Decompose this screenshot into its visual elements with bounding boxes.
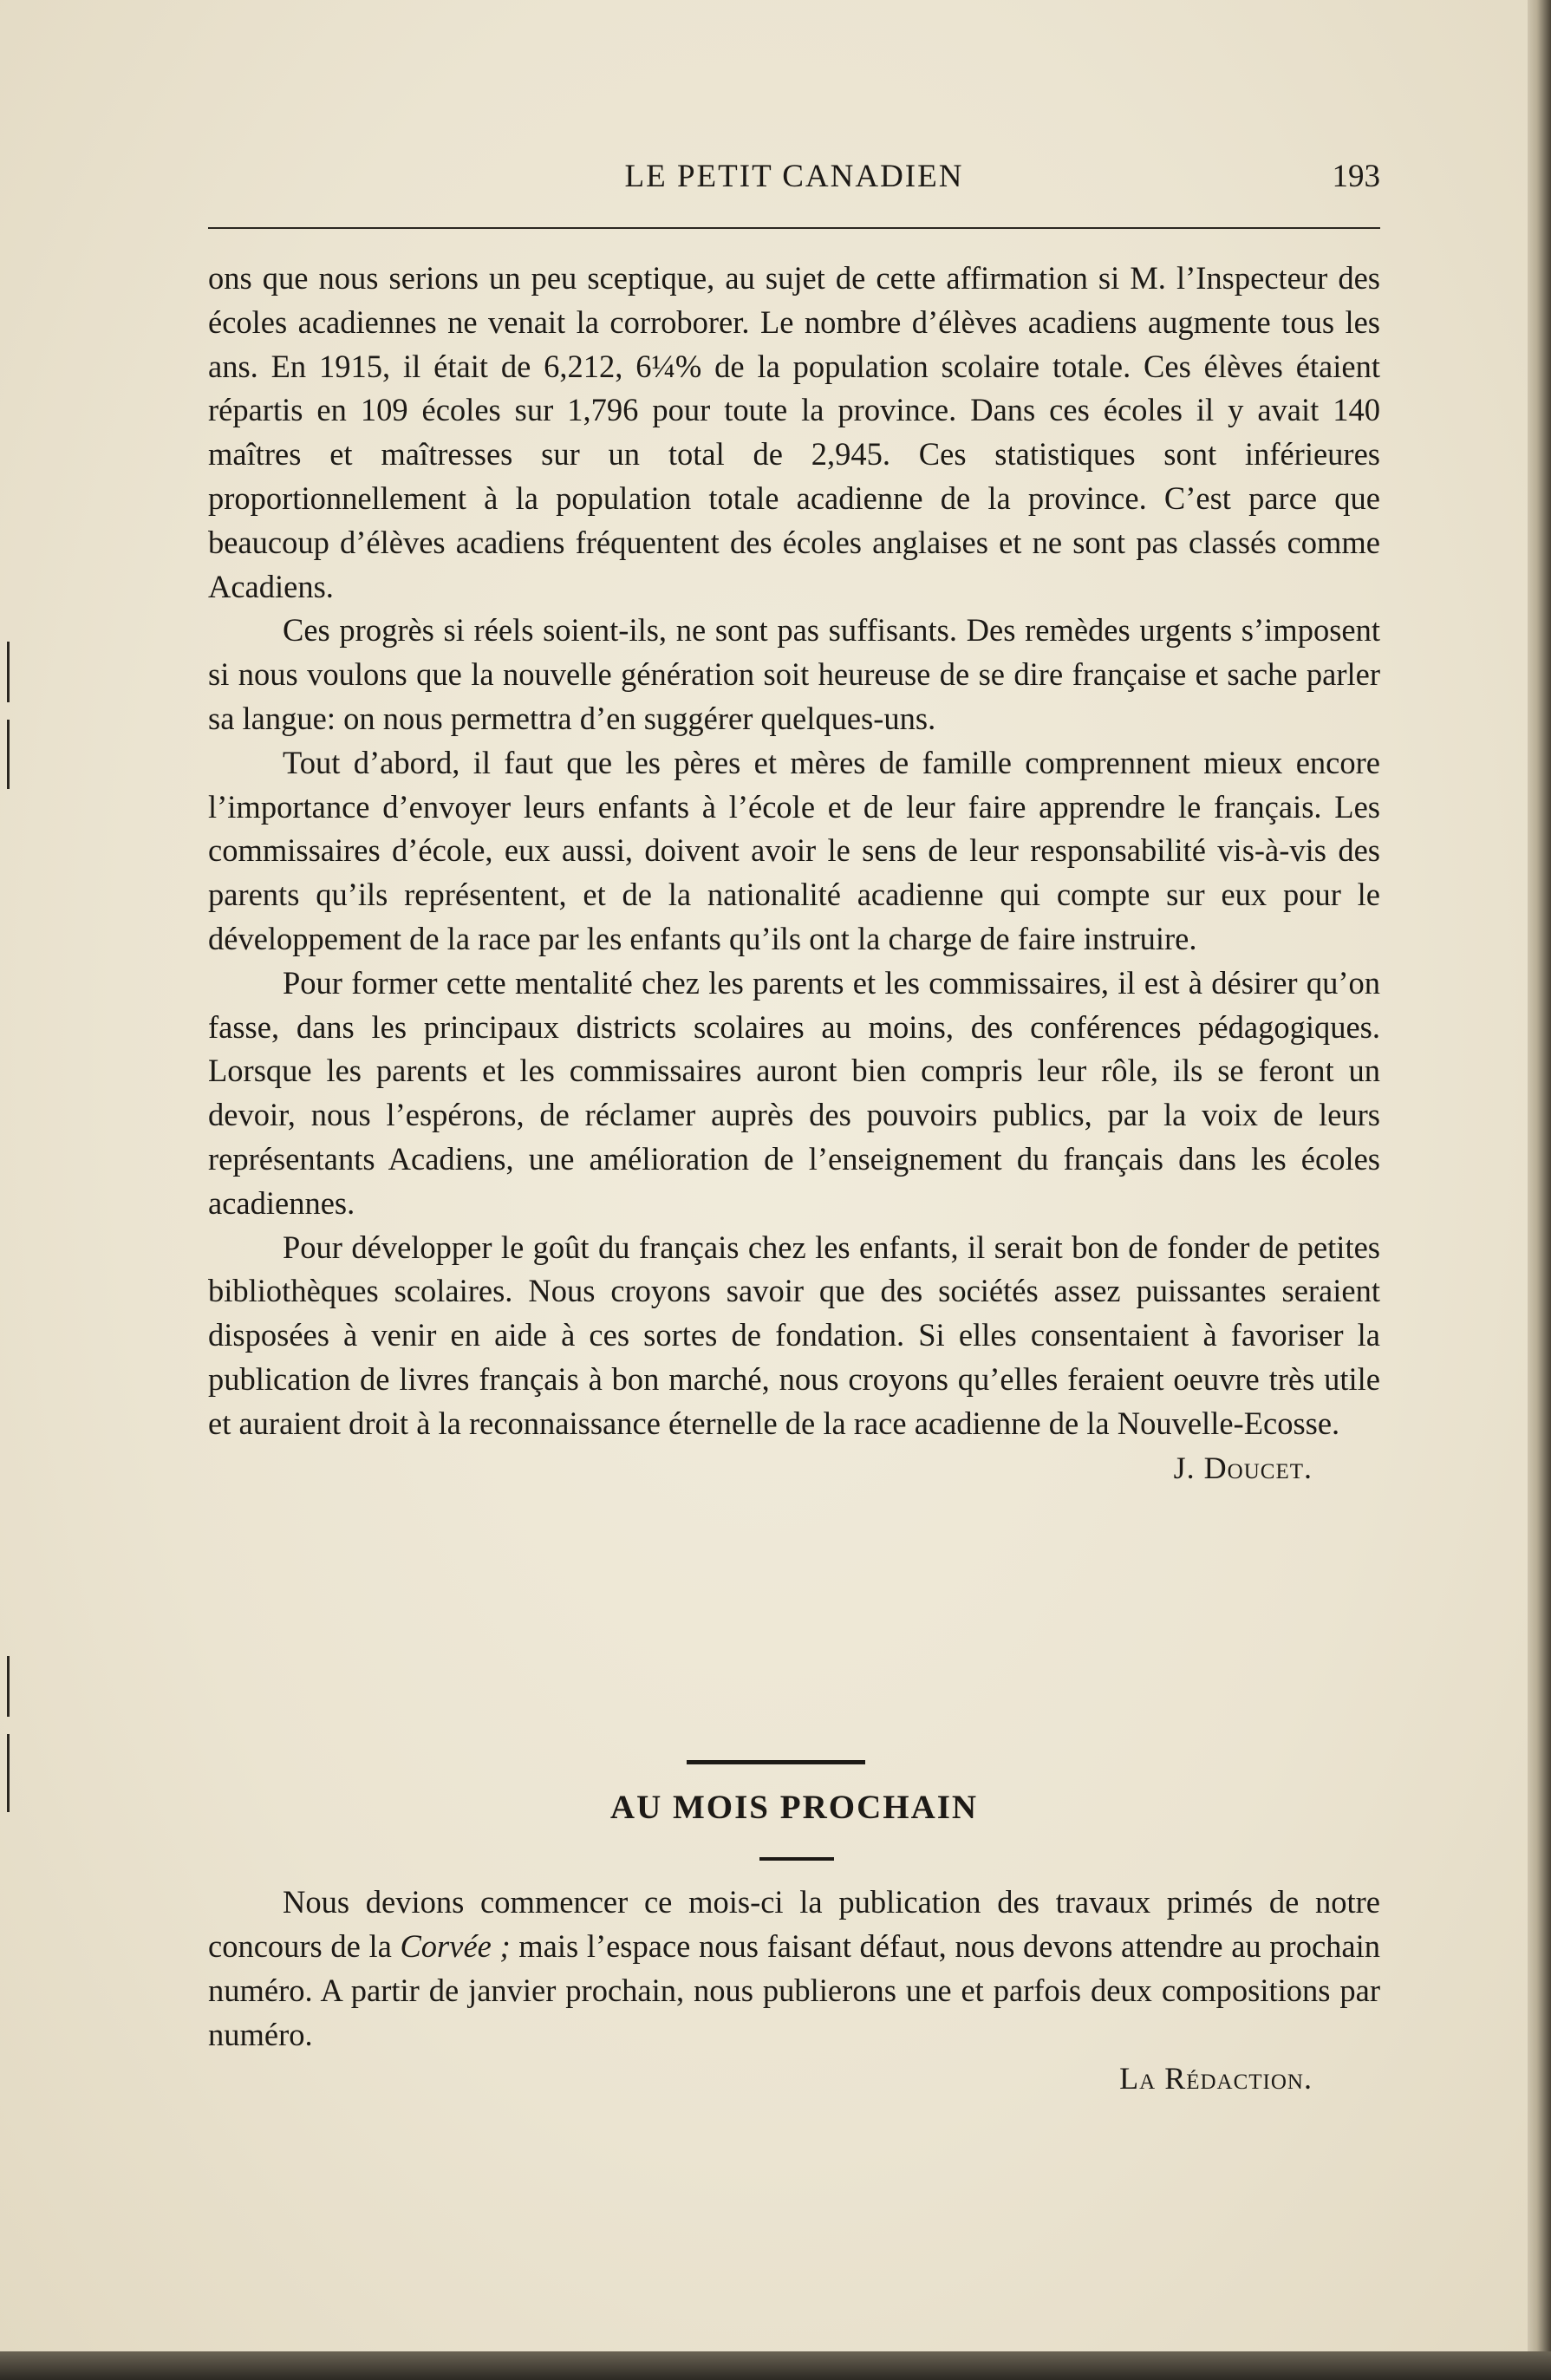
page-number: 193 — [1332, 159, 1380, 194]
notice-body — [208, 1880, 1380, 2101]
notice-title: AU MOIS PROCHAIN — [609, 1789, 979, 1826]
notice-text-before: Nous devions commencer ce mois-ci la publication des travaux primés de notre concours de la — [208, 1884, 1380, 1964]
notice-text-italic: Corvée ; — [400, 1928, 511, 1964]
notice-signature: La Rédaction. — [1119, 2061, 1313, 2096]
margin-mark — [7, 642, 10, 702]
article-paragraph-2: Ces progrès si réels soient-ils, ne sont pas suffisants. Des remèdes urgents s’imposent si nous voulons que la nouvelle génération soit heureuse de se dire française et sache parler sa langue: on nous permettra d’en suggérer quelques-uns. — [208, 612, 1380, 736]
article-paragraph-1: ons que nous serions un peu sceptique, au sujet de cette affirmation si M. l’Inspecteur des écoles acadiennes ne venait la corroborer. Le nombre d’élèves acadiens augmente tous les ans. En 1915, il était de 6,212, 6¼% de la population scolaire totale. Ces élèves étaient répartis en 109 écoles sur 1,796 pour toute la province. Dans ces écoles il y avait 140 maîtres et maîtresses sur un total de 2,945. Ces statistiques sont inférieures proportionnellement à la population totale acadienne de la province. C’est parce que beaucoup d’élèves acadiens fréquentent des écoles anglaises et ne sont pas classés comme Acadiens. — [208, 260, 1380, 604]
section-divider-bottom — [759, 1857, 834, 1861]
article-signature: J. Doucet. — [1173, 1450, 1313, 1485]
margin-mark — [7, 720, 10, 789]
page-edge-bottom — [0, 2351, 1551, 2380]
notice-text-after: mais l’espace nous faisant défaut, nous devons attendre au prochain numéro. A partir de janvier prochain, nous publierons une et parfois deux compositions par numéro. — [208, 1928, 1380, 2052]
header-rule — [208, 227, 1380, 229]
page-edge-right — [1528, 0, 1551, 2380]
article-body — [208, 257, 1380, 1490]
margin-mark — [7, 1656, 10, 1717]
article-paragraph-3: Tout d’abord, il faut que les pères et mères de famille comprennent mieux encore l’importance d’envoyer leurs enfants à l’école et de leur faire apprendre le français. Les commissaires d’école, eux aussi, doivent avoir le sens de leur responsabilité vis-à-vis des parents qu’ils représentent, et de la nationalité acadienne qui compte sur eux pour le développement de la race par les enfants qu’ils ont la charge de faire instruire. — [208, 744, 1380, 956]
running-header — [208, 158, 1380, 201]
article-paragraph-5: Pour développer le goût du français chez les enfants, il serait bon de fonder de petites bibliothèques scolaires. Nous croyons savoir que des sociétés assez puissantes seraient disposées à venir en aide à ces sortes de fondation. Si elles consentaient à favoriser la publication de livres français à bon marché, nous croyons qu’elles feraient oeuvre très utile et auraient droit à la reconnaissance éternelle de la race acadienne de la Nouvelle-Ecosse. — [208, 1229, 1380, 1441]
running-title: LE PETIT CANADIEN — [624, 159, 964, 194]
notice-paragraph — [208, 1880, 1380, 2057]
margin-mark — [7, 1734, 10, 1812]
section-divider-top — [687, 1760, 865, 1764]
article-paragraph-4: Pour former cette mentalité chez les parents et les commissaires, il est à désirer qu’on fasse, dans les principaux districts scolaires au moins, des conférences pédagogiques. Lorsque les parents et les commissaires auront bien compris leur rôle, ils se feront un devoir, nous l’espérons, de réclamer auprès des pouvoirs publics, par la voix de leurs représentants Acadiens, une amélioration de l’enseignement du français dans les écoles acadiennes. — [208, 964, 1380, 1221]
